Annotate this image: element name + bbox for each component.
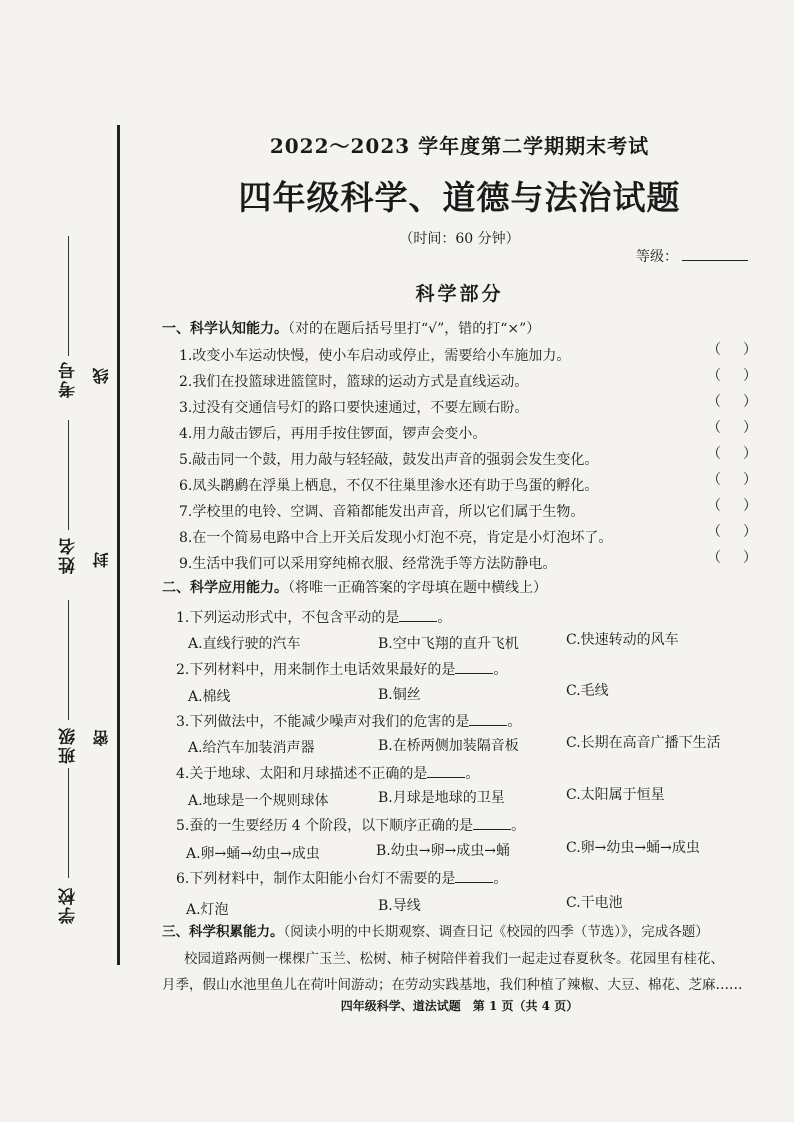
p2-q3-option-a: A.给汽车加装消声器 xyxy=(188,740,315,756)
p1-answer-3[interactable]: （） xyxy=(707,394,779,410)
p2-q5-option-b: B.幼虫→卵→成虫→蛹 xyxy=(376,843,510,859)
p1-answer-7[interactable]: （） xyxy=(707,498,779,514)
p2-blank-4[interactable] xyxy=(427,777,465,778)
p2-stem-3: 3.下列做法中，不能减少噪声对我们的危害的是 xyxy=(176,714,470,730)
p2-q6-option-c: C.干电池 xyxy=(566,895,623,911)
p2-question-4 xyxy=(176,763,479,783)
p2-stem-2: 2.下列材料中，用来制作土电话效果最好的是 xyxy=(176,662,456,678)
part2-instruction: （将唯一正确答案的字母填在题中横线上） xyxy=(288,580,547,596)
p2-end-6: 。 xyxy=(493,871,508,887)
p2-end-1: 。 xyxy=(437,610,452,626)
p2-q6-option-b: B.导线 xyxy=(378,898,421,914)
part3-title: 三、科学积累能力。 xyxy=(162,924,284,940)
p2-q4-option-b: B.月球是地球的卫星 xyxy=(378,790,505,806)
p2-q1-option-c: C.快速转动的风车 xyxy=(566,632,679,648)
exam-main-title: 四年级科学、道德与法治试题 xyxy=(238,178,681,217)
banji-underline xyxy=(68,600,69,720)
part3-heading xyxy=(162,920,709,940)
p2-end-3: 。 xyxy=(507,714,522,730)
exam-year-title: 2022～2023 学年度第二学期期末考试 xyxy=(269,134,650,158)
seal-xian: 线 xyxy=(92,368,111,384)
p1-answer-8[interactable]: （） xyxy=(707,524,779,540)
p2-q3-option-b: B.在桥两侧加装隔音板 xyxy=(378,738,519,754)
p2-q2-option-a: A.棉线 xyxy=(188,689,231,705)
part2-heading xyxy=(162,577,547,597)
part3-paragraph-line-1: 校园道路两侧一棵棵广玉兰、松树、柿子树陪伴着我们一起走过春夏秋冬。花园里有桂花、 xyxy=(184,951,724,967)
p2-end-5: 。 xyxy=(511,818,526,834)
p2-stem-4: 4.关于地球、太阳和月球描述不正确的是 xyxy=(176,766,428,782)
p1-question-1: 1.改变小车运动快慢，使小车启动或停止，需要给小车施加力。 xyxy=(179,348,571,364)
p1-answer-6[interactable]: （） xyxy=(707,472,779,488)
p2-q1-option-a: A.直线行驶的汽车 xyxy=(188,636,301,652)
p2-question-5 xyxy=(176,815,525,835)
section-title: 科学部分 xyxy=(415,283,504,305)
part1-instruction: （对的在题后括号里打“√”，错的打“×”） xyxy=(288,321,541,337)
p2-q3-option-c: C.长期在高音广播下生活 xyxy=(566,735,721,751)
part1-title: 一、科学认知能力。 xyxy=(162,321,288,337)
p2-q6-option-a: A.灯泡 xyxy=(186,902,229,918)
p2-q1-option-b: B.空中飞翔的直升飞机 xyxy=(378,636,519,652)
banji-label: 班级 xyxy=(59,726,79,764)
p2-question-6 xyxy=(176,868,507,888)
xuexiao-label: 学校 xyxy=(59,886,79,924)
grade-label: 等级： xyxy=(636,249,678,265)
p1-question-6: 6.凤头䴙䴘在浮巢上栖息，不仅不往巢里渗水还有助于鸟蛋的孵化。 xyxy=(179,478,599,494)
p2-q2-option-c: C.毛线 xyxy=(566,683,609,699)
xuexiao-underline xyxy=(68,768,69,878)
p1-question-3: 3.过没有交通信号灯的路口要快速通过，不要左顾右盼。 xyxy=(179,400,529,416)
p2-q5-option-c: C.卵→幼虫→蛹→成虫 xyxy=(566,840,700,856)
p1-answer-9[interactable]: （） xyxy=(707,550,779,566)
p1-question-9: 9.生活中我们可以采用穿纯棉衣服、经常洗手等方法防静电。 xyxy=(179,556,557,572)
p2-blank-1[interactable] xyxy=(399,621,437,622)
p2-blank-3[interactable] xyxy=(469,725,507,726)
p1-answer-2[interactable]: （） xyxy=(707,368,779,384)
p2-end-2: 。 xyxy=(493,662,508,678)
p1-question-4: 4.用力敲击锣后，再用手按住锣面，锣声会变小。 xyxy=(179,426,487,442)
p1-question-8: 8.在一个简易电路中合上开关后发现小灯泡不亮，肯定是小灯泡坏了。 xyxy=(179,530,613,546)
p1-question-2: 2.我们在投篮球进篮筐时，篮球的运动方式是直线运动。 xyxy=(179,374,529,390)
p2-q4-option-a: A.地球是一个规则球体 xyxy=(188,793,329,809)
p2-stem-5: 5.蚕的一生要经历 4 个阶段，以下顺序正确的是 xyxy=(176,818,474,834)
binding-line xyxy=(117,125,120,965)
seal-mi: 密 xyxy=(92,730,111,746)
p2-blank-6[interactable] xyxy=(455,882,493,883)
part2-title: 二、科学应用能力。 xyxy=(162,580,288,596)
p2-q2-option-b: B.铜丝 xyxy=(378,687,421,703)
p2-end-4: 。 xyxy=(465,766,480,782)
p1-question-5: 5.敲击同一个鼓，用力敲与轻轻敲，鼓发出声音的强弱会发生变化。 xyxy=(179,452,599,468)
p2-stem-1: 1.下列运动形式中，不包含平动的是 xyxy=(176,610,400,626)
p2-question-1 xyxy=(176,607,451,627)
grade-blank[interactable] xyxy=(682,260,748,261)
part3-instruction: （阅读小明的中长期观察、调查日记《校园的四季（节选）》，完成各题） xyxy=(283,924,709,940)
p2-q4-option-c: C.太阳属于恒星 xyxy=(566,787,665,803)
grade-field xyxy=(636,246,748,266)
p2-question-2 xyxy=(176,659,507,679)
p1-answer-5[interactable]: （） xyxy=(707,446,779,462)
xingming-label: 姓名 xyxy=(59,536,79,574)
xingming-underline xyxy=(68,420,69,530)
p2-q5-option-a: A.卵→蛹→幼虫→成虫 xyxy=(186,846,320,862)
kaohao-label: 考号 xyxy=(59,360,79,398)
p2-blank-2[interactable] xyxy=(455,673,493,674)
p1-answer-1[interactable]: （） xyxy=(707,342,779,358)
p1-answer-4[interactable]: （） xyxy=(707,420,779,436)
p2-question-3 xyxy=(176,711,521,731)
exam-time: （时间：60 分钟） xyxy=(399,231,520,247)
p2-stem-6: 6.下列材料中，制作太阳能小台灯不需要的是 xyxy=(176,871,456,887)
page-footer: 四年级科学、道法试题 第 1 页（共 4 页） xyxy=(340,999,579,1013)
p2-blank-5[interactable] xyxy=(473,829,511,830)
part1-heading xyxy=(162,318,540,338)
seal-feng: 封 xyxy=(92,552,111,568)
p1-question-7: 7.学校里的电铃、空调、音箱都能发出声音，所以它们属于生物。 xyxy=(179,504,585,520)
part3-paragraph-line-2: 月季，假山水池里鱼儿在荷叶间游动；在劳动实践基地，我们种植了辣椒、大豆、棉花、芝麻…… xyxy=(162,977,743,993)
